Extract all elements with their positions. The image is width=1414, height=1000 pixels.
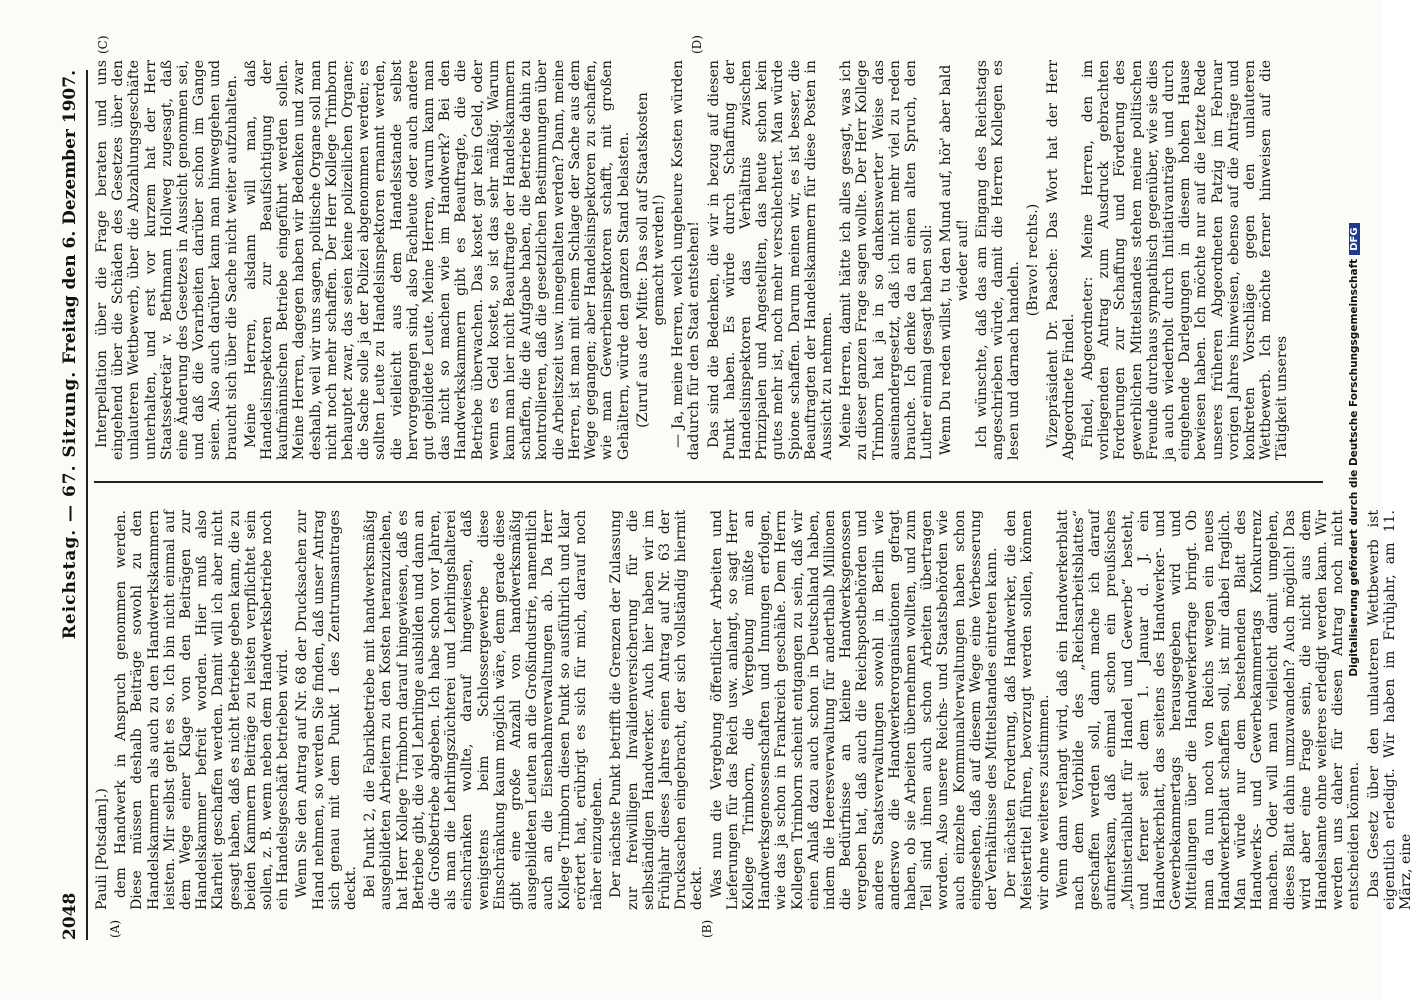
paragraph: Findel, Abgeordneter: Meine Herren, den im vorliegenden Antrag zum Ausdruck gebrachten Forderungen zur Schaffung und Förderung des gewerblichen Mittelstandes stehen meine politischen Freunde durchaus sympathisch gegenüber, wie sie dies ja auch wiederholt durch Initiativanträge und durch eingehende Darlegungen in diesem hohen Hause bewiesen haben. Ich möchte nur auf die letzte Rede unseres früheren Abgeordneten Patzig im Februar vorigen Jahres hinweisen, ebenso auf die Anträge und konkreten Vorschläge gegen den unlauteren Wettbewerb. Ich möchte ferner hinweisen auf die Tätigkeit unseres [1079,60,1291,460]
dfg-logo: DFG [1349,223,1360,254]
paragraph: Das Gesetz über den unlauteren Wettbewerb ist eigentlich erledigt. Wir haben im Frühjahr, am 11. März, eine [1365,510,1414,910]
paragraph: (Zuruf aus der Mitte: Das soll auf Staatskosten gemacht werden!) [634,92,667,428]
right-text-column [94,60,1323,460]
page-number: 2048 [60,892,80,940]
digitization-credit [1348,40,1360,860]
page-header [60,70,84,940]
paragraph: Bei Punkt 2, die Fabrikbetriebe mit handwerksmäßig ausgebildeten Arbeitern zu den Kosten heranzuziehen, hat Herr Kollege Trimborn darauf hingewiesen, daß es Betriebe gibt, die viel Lehrlinge ausbilden und dann an die Großbetriebe abgeben. Ich habe schon vor Jahren, als man die Lehrlingszüchterei und Lehrlingshalterei einschränken wollte, darauf hingewiesen, daß wenigstens beim Schlossergewerbe diese Einschränkung kaum möglich wäre, denn gerade diese gibt eine große Anzahl von handwerksmäßig ausgebildeten Leuten an die Großindustrie, namentlich auch an die Eisenbahnverwaltungen ab. Da Herr Kollege Trimborn diesen Punkt so ausführlich und klar erörtert hat, erübrigt es sich für mich, darauf noch näher einzugehen. [362,510,606,910]
paragraph: Interpellation über die Frage beraten und uns eingehend über die Schäden des Gesetzes über den unlauteren Wettbewerb, über die Abzahlungsgeschäfte unterhalten, und erst vor kurzem hat der Herr Staatssekretär v. Bethmann Hollweg zugesagt, daß eine Änderung des Gesetzes in Aussicht genommen sei, und daß die Vorarbeiten darüber schon im Gange seien. Also auch darüber kann man hinweggehen und braucht sich über die Sache nicht weiter aufzuhalten. [94,60,240,460]
paragraph: Wenn dann verlangt wird, daß ein Handwerkerblatt nach dem Vorbilde des „Reichsarbeitsblattes“ geschaffen werden soll, dann mache ich darauf aufmerksam, daß einmal schon ein preußisches „Ministerialblatt für Handel und Gewerbe“ besteht, und ferner seit dem 1. Januar d. J. ein Handwerkerblatt, das seitens des Handwerker- und Gewerbekammertags herausgegeben wird und Mitteilungen über die Handwerkerfrage bringt. Ob man da nun noch von Reichs wegen ein neues Handwerkerblatt schaffen soll, ist mir dabei fraglich. Man würde nur dem bestehenden Blatt des Handwerks- und Gewerbekammertags Konkurrenz machen. Oder will man vielleicht damit umgehen, dieses Blatt dahin umzuwandeln? Auch möglich! Das wird aber eine Frage sein, die nicht aus dem Handelsamte ohne weiteres erledigt werden kann. Wir werden uns daher für diesen Antrag noch nicht entscheiden können. [1054,510,1363,910]
margin-marker-b: (B) [700,919,714,938]
paragraph: Der nächste Punkt betrifft die Grenzen der Zulassung zur freiwilligen Invalidenversicherung für die selbständigen Handwerker. Auch hier haben wir im Frühjahr dieses Jahres einen Antrag auf Nr. 63 der Drucksachen eingebracht, der sich vollständig hiermit deckt. [608,510,706,910]
paragraph: Der nächsten Forderung, daß Handwerker, die den Meistertitel führen, bevorzugt werden sollen, können wir ohne weiteres zustimmen. [1003,510,1052,910]
credit-text: Digitalisierung gefördert durch die Deutsche Forschungsgemeinschaft [1348,258,1360,677]
session-date: Freitag den 6. Dezember 1907. [60,70,80,365]
margin-marker-c: (C) [96,35,110,54]
paragraph: Meine Herren, alsdann will man, daß Handelsinspektoren zur Beaufsichtigung der kaufmännischen Betriebe eingeführt werden sollen. Meine Herren, dagegen haben wir Bedenken und zwar deshalb, weil wir uns sagen, politische Organe soll man nicht noch mehr schaffen. Der Herr Kollege Trimborn behauptet zwar, das seien keine polizeilichen Organe; die Sache solle ja der Polizei abgenommen werden; es sollten Leute zu Handelsinspektoren ernannt werden, die vielleicht aus dem Handelsstande selbst hervorgegangen sind, also Fachleute oder auch andere gut gebildete Leute. Meine Herren, warum kann man das nicht so machen wie im Handwerk? Bei den Handwerkskammern gibt es Beauftragte, die die Betriebe überwachen. Das kostet gar kein Geld, oder wenn es Geld kostet, so ist das sehr mäßig. Warum kann man hier nicht Beauftragte der Handelskammern schaffen, die die Aufgabe haben, die Betriebe dahin zu kontrollieren, daß die gesetzlichen Bestimmungen über die Arbeitszeit usw. innegehalten werden? Dann, meine Herren, ist man mit einem Schlage der Sache aus dem Wege gegangen; aber Handelsinspektoren zu schaffen, wie man Gewerbeinspektoren schafft, mit großen Gehältern, würde den ganzen Stand belasten. [242,60,632,460]
margin-marker-d: (D) [690,35,704,54]
paragraph: dem Handwerk in Anspruch genommen werden. Diese müssen deshalb Beiträge sowohl zu den Handelskammern als auch zu den Handwerkskammern leisten. Mir selbst geht es so. Ich bin nicht einmal auf dem Wege einer Klage von den Beiträgen zur Handelskammer befreit worden. Hier muß also Klarheit geschaffen werden. Damit will ich aber nicht gesagt haben, daß es nicht Betriebe geben kann, die zu beiden Kammern Beiträge zu leisten verpflichtet sein sollen, z. B. wenn neben dem Handwerksbetriebe noch ein Handelsgeschäft betrieben wird. [113,510,292,910]
paragraph: Meine Herren, damit hätte ich alles gesagt, was ich zu dieser ganzen Frage sagen wollte. Der Herr Kollege Trimborn hat ja in so dankenswerter Weise das auseinandergesetzt, daß ich nicht mehr viel zu reden brauche. Ich denke da an einen alten Spruch, den Luther einmal gesagt haben soll: [838,60,936,460]
paragraph: Das sind die Bedenken, die wir in bezug auf diesen Punkt haben. Es würde durch Schaffung der Handelsinspektoren das Verhältnis zwischen Prinzipalen und Angestellten, das heute schon kein gutes mehr ist, noch mehr verschlechtert. Man würde Spione schaffen. Darum meinen wir, es ist besser, die Beauftragten der Handelskammern für diese Posten in Aussicht zu nehmen. [705,60,835,460]
header-rule [86,70,88,940]
paragraph: Ich wünschte, daß das am Eingang des Reichstags angeschrieben würde, damit die Herren Kollegen es lesen und darnach handeln. [973,60,1023,460]
paragraph: Vizepräsident Dr. Paasche: Das Wort hat der Herr Abgeordnete Findel. [1044,60,1077,460]
paragraph: (Bravo! rechts.) [1025,203,1042,317]
paragraph: — Ja, meine Herren, welch ungeheure Kosten würden dadurch für den Staat entstehen! [670,60,703,460]
paragraph: Pauli [Potsdam].) [94,788,110,910]
column-divider [94,481,1323,483]
paragraph: Wenn Du reden willst, tu den Mund auf, hör' aber bald wieder auf! [938,64,971,456]
margin-marker-a: (A) [108,919,122,938]
session-title: Reichstag. — 67. Sitzung. [60,370,80,640]
paragraph: Was nun die Vergebung öffentlicher Arbeiten und Lieferungen für das Reich usw. anlangt, so sagt Herr Kollege Trimborn, die Vergebung müßte an Handwerksgenossenschaften und Innungen erfolgen, wie das ja schon in Frankreich geschähe. Dem Herrn Kollegen Trimborn scheint entgangen zu sein, daß wir einen Anlaß dazu auch schon in Deutschland haben, indem die Heeresverwaltung für anderthalb Millionen die Bedürfnisse an kleine Handwerksgenossen vergeben hat, daß auch die Reichspostbehörden und andere Staatsverwaltungen sowohl in Berlin wie anderswo die Handwerkerorganisationen gefragt haben, ob sie Arbeiten übernehmen wollten, und zum Teil sind ihnen auch schon Arbeiten übertragen worden. Also unsere Reichs- und Staatsbehörden wie auch einzelne Kommunalverwaltungen haben schon eingesehen, daß auf diesem Wege eine Verbesserung der Verhältnisse des Mittelstandes eintreten kann. [708,510,1000,910]
paragraph: Wenn Sie den Antrag auf Nr. 68 der Drucksachen zur Hand nehmen, so werden Sie finden, daß unser Antrag sich genau mit dem Punkt 1 des Zentrumsantrages deckt. [294,510,360,910]
left-text-column [94,510,1414,910]
